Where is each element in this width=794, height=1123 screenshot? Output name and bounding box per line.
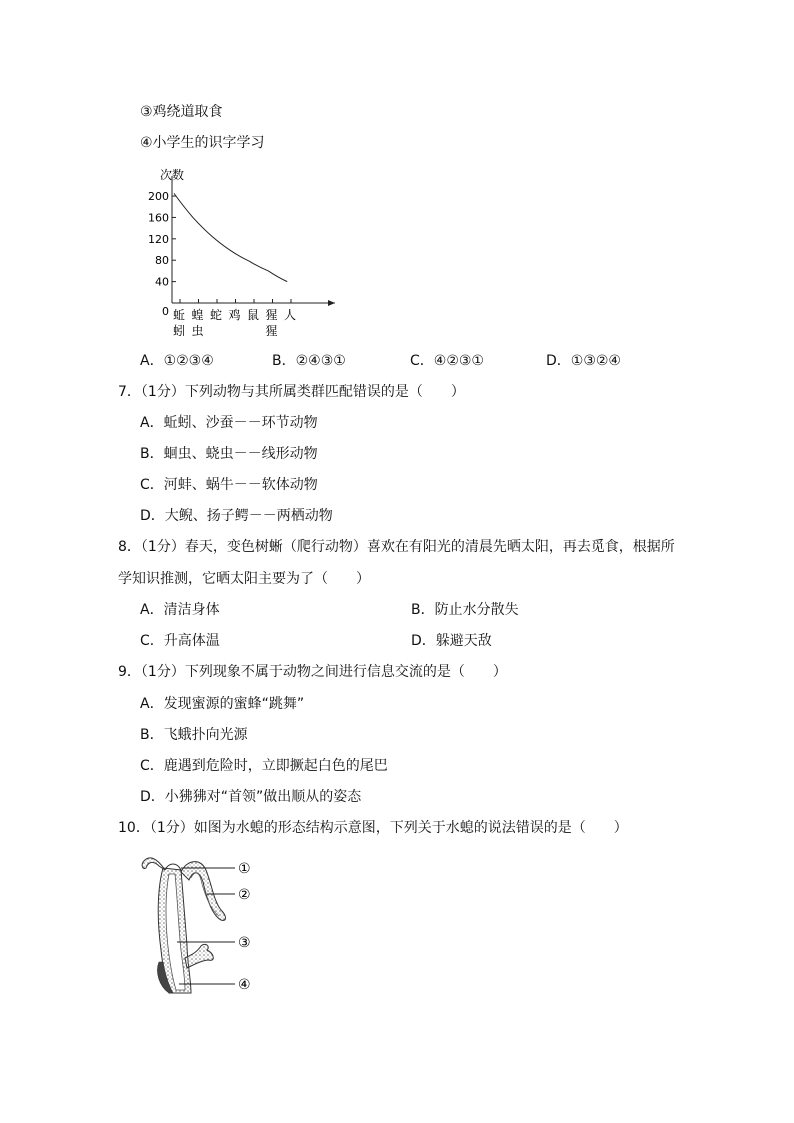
q6-option-d: D．①③②④ xyxy=(546,353,621,369)
q7-option-b: B．蛔虫、蛲虫－－线形动物 xyxy=(140,446,318,462)
x-tick-label: 蝗 xyxy=(191,308,204,322)
learning-curve-chart xyxy=(140,160,350,350)
q8-option-a: A．清洁身体 xyxy=(140,602,220,618)
hydra-tentacle-right xyxy=(181,862,226,921)
hydra-bud xyxy=(185,944,213,968)
hydra-diagram xyxy=(135,850,275,1005)
x-tick-label: 蛇 xyxy=(209,308,223,322)
x-tick-label: 鼠 xyxy=(246,308,260,322)
q6-item-3: ③鸡绕道取食 xyxy=(140,104,223,120)
q9-stem: 9．（1分）下列现象不属于动物之间进行信息交流的是（ ） xyxy=(118,664,507,680)
q7-stem: 7．（1分）下列动物与其所属类群匹配错误的是（ ） xyxy=(118,384,465,400)
chart-axes xyxy=(172,176,335,306)
q6-item-4: ④小学生的识字学习 xyxy=(140,135,265,151)
q6-option-b: B．②④③① xyxy=(272,353,346,369)
y-tick-label: 120 xyxy=(148,232,169,246)
x-tick-label: 猩 xyxy=(265,308,278,322)
x-tick-label: 蚯 xyxy=(172,308,186,322)
y-tick-label: 80 xyxy=(155,254,169,268)
x-tick-label: 蚓 xyxy=(172,324,186,338)
q9-option-b: B．飞蛾扑向光源 xyxy=(140,727,248,743)
hydra-label-1: ① xyxy=(238,861,251,877)
q7-option-a: A．蚯蚓、沙蚕－－环节动物 xyxy=(140,415,318,431)
x-tick-label: 猩 xyxy=(265,324,278,338)
x-tick-label: 鸡 xyxy=(228,308,241,322)
x-tick-label: 人 xyxy=(283,308,297,322)
q8-stem-line1: 8．（1分）春天，变色树蜥（爬行动物）喜欢在有阳光的清晨先晒太阳，再去觅食，根据所 xyxy=(118,539,675,555)
q9-option-a: A．发现蜜源的蜜蜂“跳舞” xyxy=(140,696,305,712)
hydra-label-2: ② xyxy=(238,887,251,903)
y-tick-label: 160 xyxy=(148,211,169,225)
q10-stem: 10．（1分）如图为水螅的形态结构示意图，下列关于水螅的说法错误的是（ ） xyxy=(118,820,628,836)
y-tick-label: 40 xyxy=(155,275,169,289)
q7-option-d: D．大鲵、扬子鳄－－两栖动物 xyxy=(140,508,333,524)
y-tick-label: 0 xyxy=(162,305,169,318)
y-axis-label: 次数 xyxy=(160,168,185,182)
q6-option-a: A．①②③④ xyxy=(140,353,214,369)
q8-option-c: C．升高体温 xyxy=(140,633,220,649)
q8-option-d: D．躲避天敌 xyxy=(411,633,492,649)
series-line xyxy=(174,193,287,281)
q8-option-b: B．防止水分散失 xyxy=(411,602,519,618)
q9-option-d: D．小狒狒对“首领”做出顺从的姿态 xyxy=(140,789,362,805)
x-axis-arrow xyxy=(328,300,335,306)
q8-stem-line2: 学知识推测，它晒太阳主要为了（ ） xyxy=(118,571,370,587)
y-tick-label: 200 xyxy=(148,190,169,204)
q9-option-c: C．鹿遇到危险时，立即撅起白色的尾巴 xyxy=(140,758,388,774)
q7-option-c: C．河蚌、蜗牛－－软体动物 xyxy=(140,477,318,493)
hydra-label-3: ③ xyxy=(238,935,251,951)
x-ticks xyxy=(173,299,296,338)
q6-option-c: C．④②③① xyxy=(410,353,484,369)
hydra-tentacle-left xyxy=(142,858,165,870)
x-tick-label: 虫 xyxy=(191,324,204,338)
hydra-label-4: ④ xyxy=(238,977,251,993)
